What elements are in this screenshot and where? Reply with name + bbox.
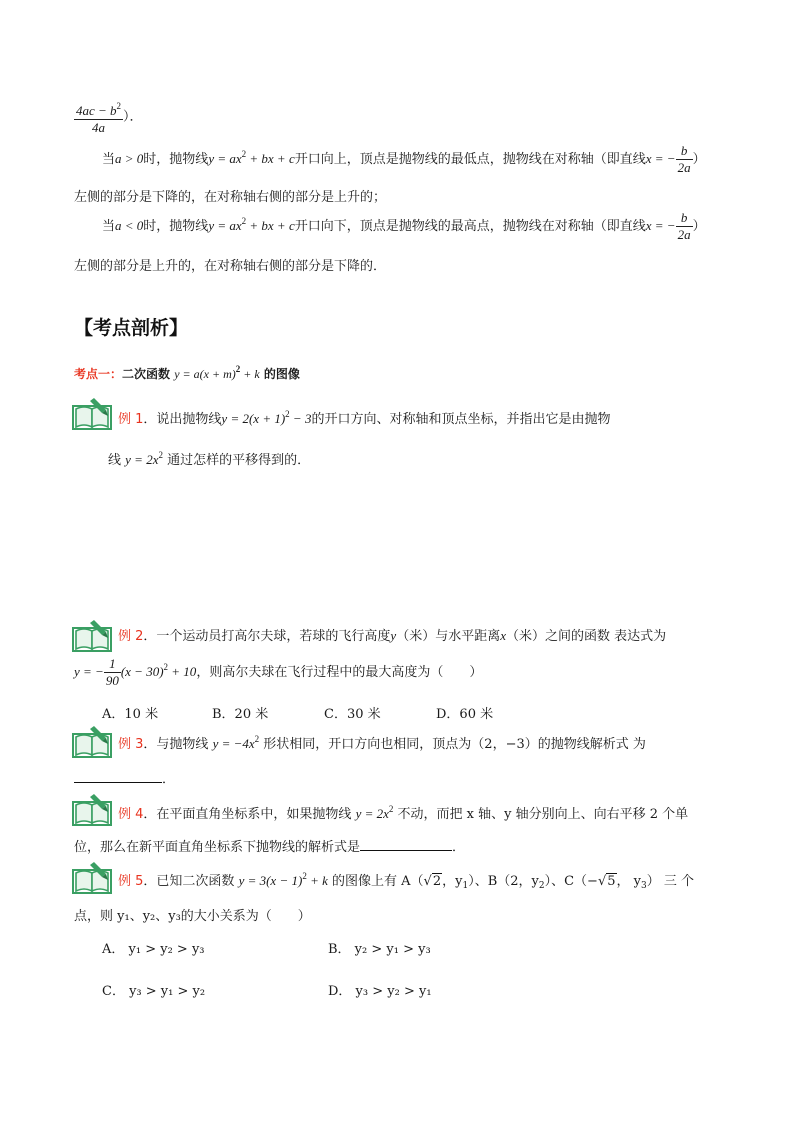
choice-c: C． y₃ > y₁ > y₂ bbox=[102, 984, 206, 999]
choice-b: B．20 米 bbox=[212, 707, 269, 722]
example-5-line2: 点，则 y₁、y₂、y₃的大小关系为（ ） bbox=[74, 909, 311, 924]
case-a-positive-line1: 当a > 0时，抛物线$y = ax^2$ + bx + c开口向上，顶点是抛物线的最低点，抛物线在对称轴（即直线x = − $\frac{b}{2a}$ ） bbox=[102, 143, 706, 175]
example-2-line2: y = − $\frac{1}{90}$ $(x - 30)^2 + 10$，则高尔夫球在飞行过程中的最大高度为（ ） bbox=[74, 656, 483, 688]
case-a-positive-line2: 左侧的部分是下降的，在对称轴右侧的部分是上升的； bbox=[74, 190, 387, 205]
choice-d: D．60 米 bbox=[436, 707, 494, 722]
example-1-line1: 例 1．说出抛物线$y = 2(x + 1)^2 - 3$的开口方向、对称轴和顶点坐标，并指出它是由抛物 bbox=[118, 409, 611, 427]
case-a-negative-line1: 当a < 0时，抛物线$y = ax^2$ + bx + c开口向下，顶点是抛物线的最高点，抛物线在对称轴（即直线x = − $\frac{b}{2a}$ ） bbox=[102, 210, 706, 242]
choice-d: D． y₃ > y₂ > y₁ bbox=[328, 984, 432, 999]
book-pen-icon bbox=[72, 396, 112, 430]
choice-a: A． y₁ > y₂ > y₃ bbox=[102, 942, 205, 957]
example-5-line1: 例 5．已知二次函数 $y = 3(x - 1)^2 + k$ 的图像上有 A（√2，$y_1$）、B（2，$y_2$）、C（−√5， $y_3$） 三 个 bbox=[118, 871, 695, 891]
choice-a: A．10 米 bbox=[102, 707, 159, 722]
section-title: 【考点剖析】 bbox=[74, 317, 189, 339]
case-a-negative-line2: 左侧的部分是上升的，在对称轴右侧的部分是下降的． bbox=[74, 259, 387, 274]
vertex-y-fraction: $\frac{4ac - b^2}{4a}$ ）． bbox=[74, 98, 143, 136]
book-pen-icon bbox=[72, 860, 112, 894]
example-4-line2: 位，那么在新平面直角坐标系下抛物线的解析式是 ． bbox=[74, 840, 466, 855]
example-3-answer: ． bbox=[74, 768, 175, 787]
example-2-line1: 例 2．一个运动员打高尔夫球，若球的飞行高度y（米）与水平距离x（米）之间的函数 表达式为 bbox=[118, 628, 667, 644]
choice-c: C．30 米 bbox=[324, 707, 381, 722]
book-pen-icon bbox=[72, 792, 112, 826]
example-1-line2: 线 $y = 2x^2$ 通过怎样的平移得到的． bbox=[108, 450, 311, 468]
choice-b: B． y₂ > y₁ > y₃ bbox=[328, 942, 431, 957]
book-pen-icon bbox=[72, 618, 112, 652]
kaodian-heading: 考点一：二次函数 $y = a(x + m)^2 + k$ 的图像 bbox=[74, 364, 300, 381]
example-3-line1: 例 3．与抛物线 $y = -4x^2$ 形状相同，开口方向也相同，顶点为（2，−3）的抛物线解析式 为 bbox=[118, 734, 646, 752]
book-pen-icon bbox=[72, 724, 112, 758]
example-4-line1: 例 4．在平面直角坐标系中，如果抛物线 $y = 2x^2$ 不动，而把 x 轴、y 轴分别向上、向右平移 2 个单 bbox=[118, 804, 689, 822]
